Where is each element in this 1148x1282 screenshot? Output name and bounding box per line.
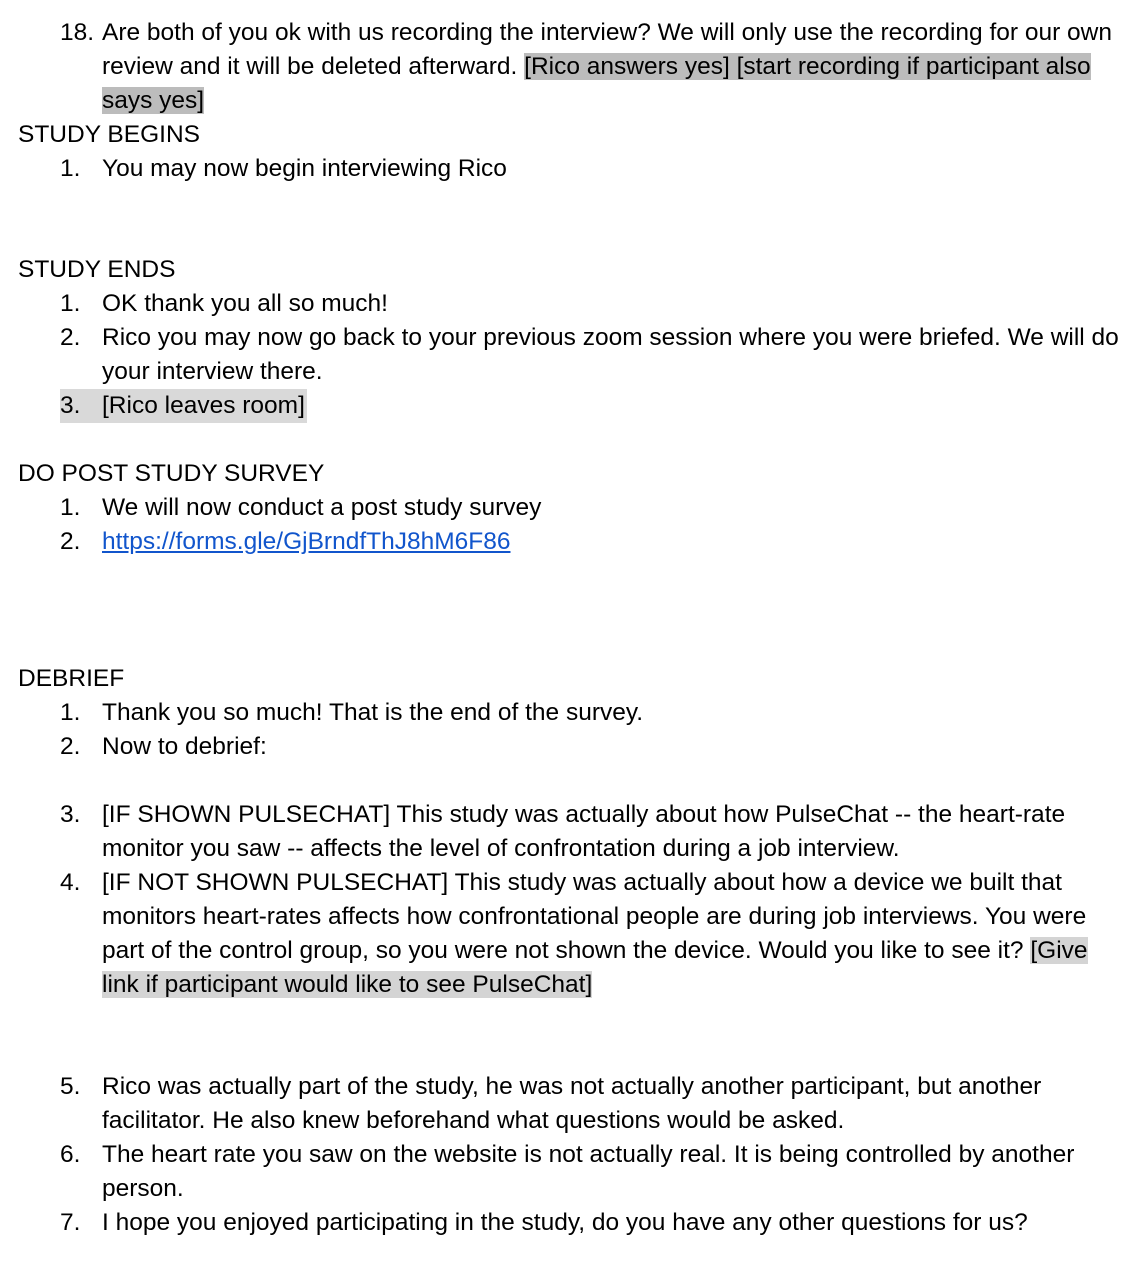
list-number: 18. [60,19,95,46]
recording-question-text: Are both of you ok with us recording the interview? We will only use the recording for our own review and it will be deleted afterward. [102,19,1113,80]
list-number: 2. [60,324,81,351]
section-heading-study-begins: STUDY BEGINS [18,121,200,148]
list-item-text[interactable]: Rico you may now go back to your previous zoom session where you were briefed. We will do your interview there. [102,324,1119,385]
list-number: 3. [60,392,81,419]
list-number: 7. [60,1209,81,1236]
list-number: 5. [60,1073,81,1100]
list-item [60,491,1120,525]
list-item-text[interactable]: You may now begin interviewing Rico [102,155,507,182]
list-item-text[interactable]: [IF SHOWN PULSECHAT] This study was actually about how PulseChat -- the heart-rate monitor you saw -- affects the level of confrontation during a job interview. [102,801,1066,862]
list-item-text[interactable]: Now to debrief: [102,733,267,760]
section-heading-study-ends: STUDY ENDS [18,256,176,283]
list-item-text[interactable]: Rico was actually part of the study, he was not actually another participant, but another facilitator. He also knew beforehand what questions would be asked. [102,1073,1042,1134]
list-item-text[interactable]: OK thank you all so much! [102,290,388,317]
list-item [60,1070,1120,1138]
list-number: 3. [60,801,81,828]
recording-note-highlight: [Rico answers yes] [start recording if participant also says yes] [102,53,1091,114]
list-item [60,730,1120,764]
survey-link[interactable]: https://forms.gle/GjBrndfThJ8hM6F86 [102,528,511,555]
list-item-text [102,525,1120,559]
list-item [60,1138,1120,1206]
list-number: 1. [60,494,81,521]
list-number: 1. [60,290,81,317]
list-item-text[interactable]: The heart rate you saw on the website is not actually real. It is being controlled by another person. [102,1141,1075,1202]
give-link-note-highlight: [Give link if participant would like to see PulseChat] [102,937,1088,998]
highlighted-row [60,389,307,423]
list-item-highlighted [60,389,1120,423]
list-item-text[interactable]: [Rico leaves room] [102,392,305,419]
list-item-text[interactable] [102,866,1120,1002]
list-number: 1. [60,155,81,182]
list-item-text[interactable]: Thank you so much! That is the end of the survey. [102,699,644,726]
list-item [60,525,1120,559]
list-number: 4. [60,869,81,896]
list-number: 2. [60,528,81,555]
list-number: 2. [60,733,81,760]
list-item [60,152,1120,186]
list-item-recording-question [60,16,1120,118]
list-item [60,1206,1120,1240]
section-heading-post-survey: DO POST STUDY SURVEY [18,460,325,487]
list-item [60,696,1120,730]
list-number: 1. [60,699,81,726]
list-item-text[interactable]: I hope you enjoyed participating in the study, do you have any other questions for us? [102,1209,1028,1236]
list-item [60,798,1120,866]
list-item-text[interactable]: We will now conduct a post study survey [102,494,542,521]
list-item [60,866,1120,1002]
list-item [60,321,1120,389]
section-heading-debrief: DEBRIEF [18,665,125,692]
list-number: 6. [60,1141,81,1168]
list-item [60,287,1120,321]
debrief-control-text: [IF NOT SHOWN PULSECHAT] This study was actually about how a device we built that monitors heart-rates affects how confrontational people are during job interviews. You were part of the control group, so you were not shown the device. Would you like to see it? [102,869,1087,964]
list-item-text[interactable] [102,16,1120,118]
